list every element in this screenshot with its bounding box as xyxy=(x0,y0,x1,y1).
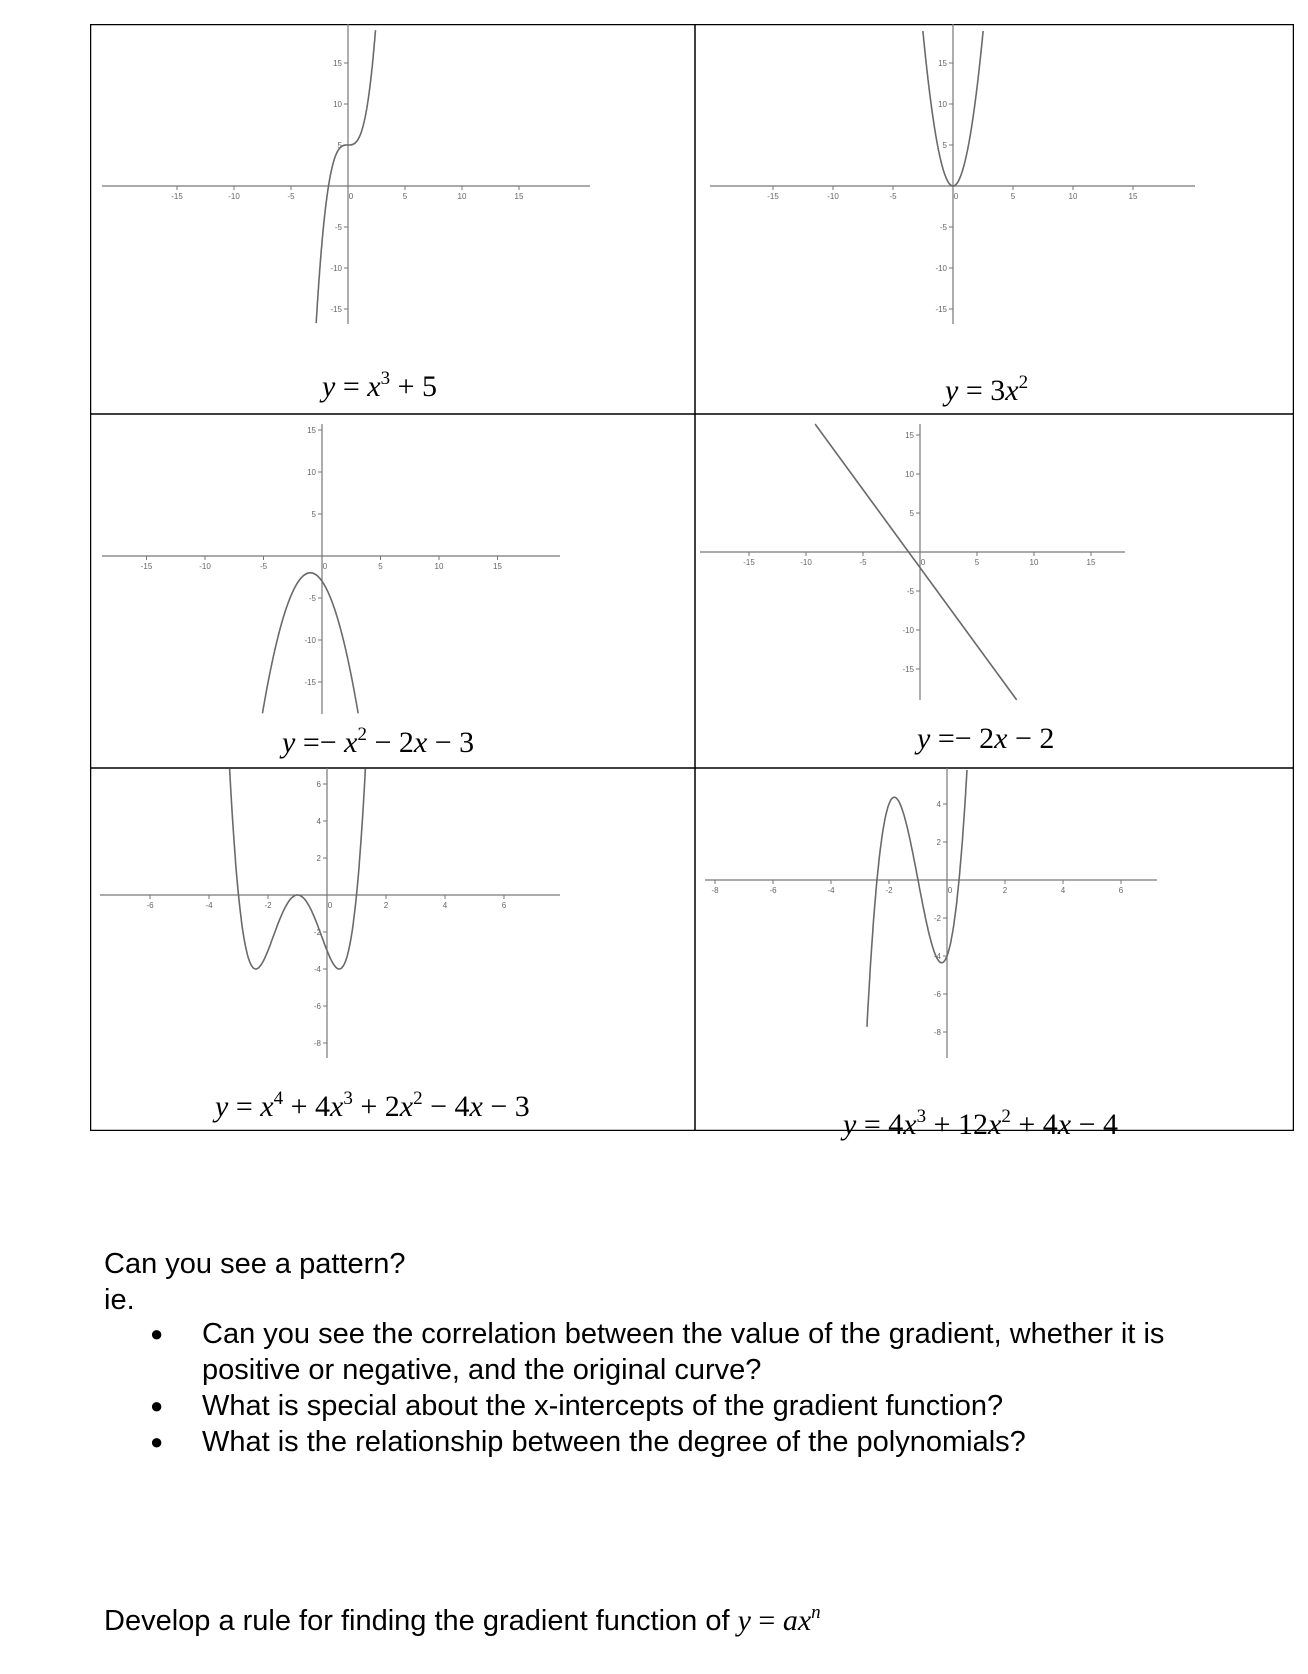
y-tick-label: 15 xyxy=(905,431,914,440)
x-tick-label: 15 xyxy=(1086,558,1096,567)
y-tick-label: 10 xyxy=(333,100,342,109)
x-tick-label: -2 xyxy=(264,901,272,910)
x-tick-label: 0 xyxy=(327,901,333,910)
function-curve xyxy=(230,769,366,969)
y-tick-label: -10 xyxy=(902,626,914,635)
y-tick-label: -5 xyxy=(906,587,914,596)
x-tick-label: 15 xyxy=(514,192,524,201)
x-tick-label: 0 xyxy=(953,192,959,201)
y-tick-label: -15 xyxy=(935,305,947,314)
y-tick-label: 2 xyxy=(936,838,941,847)
list-item xyxy=(150,1388,1164,1424)
y-tick-label: 10 xyxy=(905,470,914,479)
y-tick-label: 6 xyxy=(316,780,321,789)
bullet-text: Can you see the correlation between the value of the gradient, whether it is xyxy=(202,1318,1165,1350)
y-tick-label: -5 xyxy=(308,594,316,603)
y-tick-label: -10 xyxy=(935,264,947,273)
x-tick-label: 5 xyxy=(378,562,383,571)
x-tick-label: 4 xyxy=(1060,886,1066,895)
y-tick-label: -4 xyxy=(933,952,941,961)
ie-label: ie. xyxy=(104,1284,135,1316)
x-tick-label: 6 xyxy=(1118,886,1124,895)
x-tick-label: -8 xyxy=(711,886,719,895)
x-tick-label: -5 xyxy=(287,192,295,201)
y-tick-label: 5 xyxy=(311,510,316,519)
graph-plot-3 xyxy=(90,414,695,768)
x-tick-label: 10 xyxy=(1068,192,1078,201)
y-tick-label: -15 xyxy=(304,678,316,687)
x-tick-label: 10 xyxy=(434,562,444,571)
y-tick-label: 4 xyxy=(316,817,321,826)
graph-table xyxy=(90,24,1294,1141)
x-tick-label: -10 xyxy=(827,192,839,201)
y-tick-label: 15 xyxy=(307,426,316,435)
y-tick-label: -10 xyxy=(330,264,342,273)
bullet-text: What is special about the x-intercepts of the gradient function? xyxy=(202,1390,1004,1422)
list-item xyxy=(150,1316,1164,1388)
equation-1: $y = x^3 + 5$ xyxy=(322,368,437,403)
y-tick-label: -8 xyxy=(933,1028,941,1037)
x-tick-label: 0 xyxy=(947,886,953,895)
equation-3: $y =- x^2 - 2x - 3$ xyxy=(282,724,475,759)
y-tick-label: -4 xyxy=(313,965,321,974)
x-tick-label: 2 xyxy=(1002,886,1008,895)
x-tick-label: 0 xyxy=(348,192,354,201)
x-tick-label: 2 xyxy=(383,901,389,910)
graph-plot-4 xyxy=(695,414,1294,768)
graph-cell-1 xyxy=(90,24,695,414)
equation-4: y =− 2x − 2 xyxy=(917,722,1055,755)
graph-cell-4 xyxy=(695,414,1294,768)
x-tick-label: 5 xyxy=(1010,192,1016,201)
x-tick-label: 15 xyxy=(493,562,502,571)
y-tick-label: 5 xyxy=(337,141,342,150)
y-tick-label: 5 xyxy=(909,509,914,518)
equation-2: $y = 3x^2$ xyxy=(945,372,1029,407)
x-tick-label: -6 xyxy=(146,901,154,910)
x-tick-label: -10 xyxy=(199,562,211,571)
x-tick-label: -10 xyxy=(800,558,812,567)
graph-plot-1 xyxy=(90,24,695,414)
x-tick-label: -10 xyxy=(228,192,240,201)
graph-plot-5 xyxy=(90,768,695,1131)
list-item xyxy=(150,1424,1164,1460)
function-curve xyxy=(316,30,375,323)
bullet-text-cont: positive or negative, and the original curve? xyxy=(202,1354,762,1386)
x-tick-label: -4 xyxy=(205,901,213,910)
graph-cell-3 xyxy=(90,414,695,768)
x-tick-label: 6 xyxy=(501,901,507,910)
x-tick-label: 4 xyxy=(442,901,448,910)
y-tick-label: 15 xyxy=(333,59,342,68)
rule-text: Develop a rule for finding the gradient function of xyxy=(104,1605,730,1637)
x-tick-label: -15 xyxy=(171,192,183,201)
x-tick-label: 15 xyxy=(1128,192,1138,201)
x-tick-label: 10 xyxy=(457,192,467,201)
bullet-text: What is the relationship between the degree of the polynomials? xyxy=(202,1426,1026,1458)
y-tick-label: 4 xyxy=(936,800,941,809)
y-tick-label: 5 xyxy=(942,141,947,150)
y-tick-label: -6 xyxy=(313,1002,321,1011)
x-tick-label: -5 xyxy=(859,558,867,567)
y-tick-label: 10 xyxy=(938,100,947,109)
x-tick-label: -4 xyxy=(827,886,835,895)
rule-equation: $y = ax^n$ xyxy=(737,1602,821,1637)
graph-cell-5 xyxy=(90,768,695,1131)
x-tick-label: 0 xyxy=(920,558,926,567)
x-tick-label: 5 xyxy=(974,558,980,567)
y-tick-label: -5 xyxy=(939,223,947,232)
x-tick-label: 10 xyxy=(1029,558,1039,567)
question-heading: Can you see a pattern? xyxy=(104,1248,406,1280)
x-tick-label: -2 xyxy=(885,886,893,895)
y-tick-label: 2 xyxy=(316,854,321,863)
question-list xyxy=(150,1316,1164,1460)
graph-cell-2 xyxy=(695,24,1294,414)
function-curve xyxy=(815,424,1017,700)
function-curve xyxy=(867,770,967,1027)
x-tick-label: 5 xyxy=(402,192,408,201)
graph-plot-6 xyxy=(695,768,1294,1131)
y-tick-label: -2 xyxy=(313,928,321,937)
y-tick-label: 15 xyxy=(938,59,947,68)
x-tick-label: -15 xyxy=(140,562,153,571)
rule-prompt xyxy=(104,1604,821,1638)
x-tick-label: -5 xyxy=(889,192,897,201)
y-tick-label: -10 xyxy=(304,636,316,645)
y-tick-label: -2 xyxy=(933,914,941,923)
y-tick-label: -8 xyxy=(313,1039,321,1048)
y-tick-label: -5 xyxy=(334,223,342,232)
x-tick-label: -5 xyxy=(259,562,268,571)
graph-plot-2 xyxy=(695,24,1294,414)
y-tick-label: -15 xyxy=(330,305,342,314)
x-tick-label: -6 xyxy=(769,886,777,895)
equation-5: $y = x^4 + 4x^3 + 2x^2 - 4x - 3$ xyxy=(215,1088,530,1123)
x-tick-label: -15 xyxy=(767,192,779,201)
equation-6: $y = 4x^3 + 12x^2 + 4x - 4$ xyxy=(843,1106,1118,1141)
graph-cell-6 xyxy=(695,768,1294,1141)
y-tick-label: -15 xyxy=(902,665,914,674)
x-tick-label: 0 xyxy=(322,562,328,571)
x-tick-label: -15 xyxy=(743,558,755,567)
y-tick-label: 10 xyxy=(307,468,316,477)
y-tick-label: -6 xyxy=(933,990,941,999)
